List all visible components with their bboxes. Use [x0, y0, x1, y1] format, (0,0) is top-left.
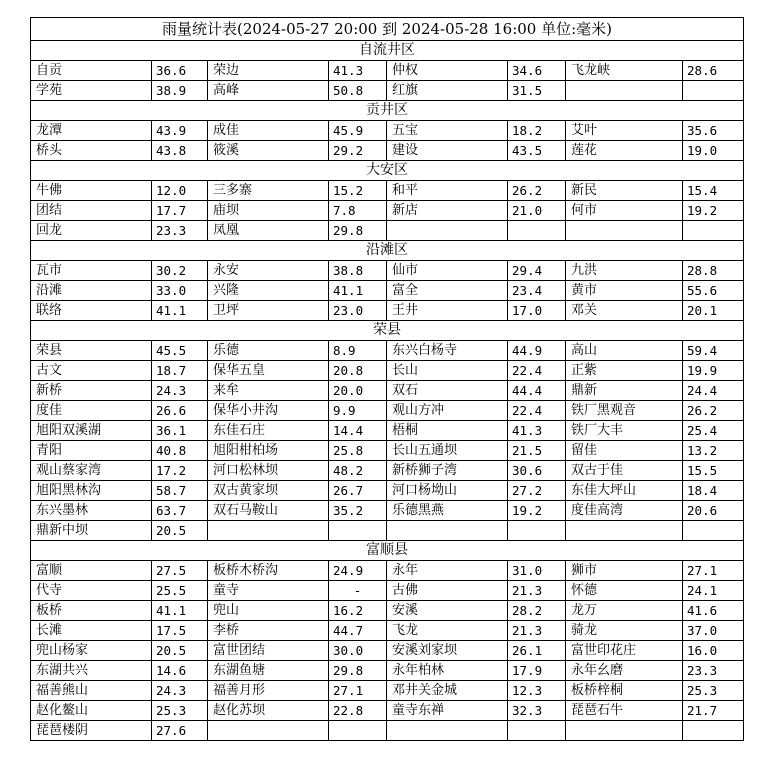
rainfall-value: 41.3 [508, 421, 566, 441]
station-name: 卫坪 [208, 301, 329, 321]
rainfall-value: 30.2 [152, 261, 208, 281]
rainfall-value: 59.4 [683, 341, 744, 361]
table-row [31, 341, 744, 361]
rainfall-value: 19.2 [508, 501, 566, 521]
rainfall-value: 36.6 [152, 61, 208, 81]
rainfall-value [508, 521, 566, 541]
station-name: 富全 [387, 281, 508, 301]
rainfall-value: 28.6 [683, 61, 744, 81]
rainfall-table [30, 17, 744, 741]
rainfall-value: 35.6 [683, 121, 744, 141]
station-name: 仲权 [387, 61, 508, 81]
station-name: 鼎新 [566, 381, 683, 401]
rainfall-value: 26.2 [683, 401, 744, 421]
rainfall-value: 22.4 [508, 361, 566, 381]
rainfall-value: 38.8 [329, 261, 387, 281]
rainfall-value: 30.0 [329, 641, 387, 661]
section-header-row [31, 321, 744, 341]
rainfall-value: 27.5 [152, 561, 208, 581]
station-name: 红旗 [387, 81, 508, 101]
table-row [31, 121, 744, 141]
station-name: 童寺 [208, 581, 329, 601]
station-name: 乐德黑燕 [387, 501, 508, 521]
station-name: 铁厂黑观音 [566, 401, 683, 421]
table-row [31, 81, 744, 101]
rainfall-value: 33.0 [152, 281, 208, 301]
rainfall-value: 26.6 [152, 401, 208, 421]
station-name: 三多寨 [208, 181, 329, 201]
station-name: 河口松林坝 [208, 461, 329, 481]
rainfall-value: 16.0 [683, 641, 744, 661]
station-name: 筱溪 [208, 141, 329, 161]
table-row [31, 221, 744, 241]
rainfall-value: 25.3 [152, 701, 208, 721]
rainfall-value: 15.2 [329, 181, 387, 201]
section-title: 自流井区 [31, 41, 744, 61]
station-name: 保华五皇 [208, 361, 329, 381]
station-name: 双古黄家坝 [208, 481, 329, 501]
station-name: 琵琶石牛 [566, 701, 683, 721]
station-name: 邓井关金城 [387, 681, 508, 701]
table-row [31, 201, 744, 221]
rainfall-value [683, 721, 744, 741]
station-name: 仙市 [387, 261, 508, 281]
station-name: 赵化鳌山 [31, 701, 152, 721]
station-name: 永年 [387, 561, 508, 581]
station-name: 富世团结 [208, 641, 329, 661]
rainfall-value: 41.6 [683, 601, 744, 621]
section-title: 贡井区 [31, 101, 744, 121]
station-name: 新店 [387, 201, 508, 221]
rainfall-value: 16.2 [329, 601, 387, 621]
table-row [31, 401, 744, 421]
station-name [566, 81, 683, 101]
rainfall-value: 43.8 [152, 141, 208, 161]
station-name: 新桥狮子湾 [387, 461, 508, 481]
rainfall-value: 24.4 [683, 381, 744, 401]
rainfall-value: 20.5 [152, 641, 208, 661]
rainfall-value: 13.2 [683, 441, 744, 461]
rainfall-value: 17.0 [508, 301, 566, 321]
rainfall-value: - [329, 581, 387, 601]
station-name: 建设 [387, 141, 508, 161]
station-name: 青阳 [31, 441, 152, 461]
station-name: 东佳石庄 [208, 421, 329, 441]
rainfall-value: 44.7 [329, 621, 387, 641]
rainfall-value: 29.8 [329, 661, 387, 681]
rainfall-value: 35.2 [329, 501, 387, 521]
table-row [31, 581, 744, 601]
rainfall-value: 19.2 [683, 201, 744, 221]
rainfall-value: 12.0 [152, 181, 208, 201]
table-row [31, 521, 744, 541]
station-name: 王井 [387, 301, 508, 321]
station-name: 何市 [566, 201, 683, 221]
station-name: 龙万 [566, 601, 683, 621]
rainfall-statistics-sheet [30, 17, 743, 741]
rainfall-value: 20.0 [329, 381, 387, 401]
table-row [31, 301, 744, 321]
station-name: 荣边 [208, 61, 329, 81]
station-name: 永年柏林 [387, 661, 508, 681]
station-name: 福善月形 [208, 681, 329, 701]
station-name [566, 521, 683, 541]
station-name: 艾叶 [566, 121, 683, 141]
rainfall-value [683, 81, 744, 101]
station-name: 旭阳黑林沟 [31, 481, 152, 501]
station-name: 狮市 [566, 561, 683, 581]
station-name: 莲花 [566, 141, 683, 161]
station-name: 留佳 [566, 441, 683, 461]
rainfall-value [683, 521, 744, 541]
station-name: 兴隆 [208, 281, 329, 301]
station-name: 兜山 [208, 601, 329, 621]
rainfall-value: 18.2 [508, 121, 566, 141]
section-title: 大安区 [31, 161, 744, 181]
rainfall-value: 41.1 [329, 281, 387, 301]
station-name: 东兴墨林 [31, 501, 152, 521]
station-name: 成佳 [208, 121, 329, 141]
station-name [387, 521, 508, 541]
station-name: 荣县 [31, 341, 152, 361]
table-row [31, 681, 744, 701]
station-name: 联络 [31, 301, 152, 321]
station-name: 学苑 [31, 81, 152, 101]
station-name: 富顺 [31, 561, 152, 581]
section-header-row [31, 161, 744, 181]
table-row [31, 261, 744, 281]
rainfall-value: 24.1 [683, 581, 744, 601]
station-name: 怀德 [566, 581, 683, 601]
rainfall-value: 21.7 [683, 701, 744, 721]
station-name: 长山五通坝 [387, 441, 508, 461]
rainfall-value: 28.8 [683, 261, 744, 281]
rainfall-value: 40.8 [152, 441, 208, 461]
station-name: 长山 [387, 361, 508, 381]
station-name: 正紫 [566, 361, 683, 381]
section-header-row [31, 241, 744, 261]
rainfall-value: 24.3 [152, 381, 208, 401]
section-title: 富顺县 [31, 541, 744, 561]
station-name: 东兴白杨寺 [387, 341, 508, 361]
table-row [31, 141, 744, 161]
station-name: 龙潭 [31, 121, 152, 141]
station-name: 东湖鱼塘 [208, 661, 329, 681]
station-name: 黄市 [566, 281, 683, 301]
station-name: 福善熊山 [31, 681, 152, 701]
station-name: 安溪 [387, 601, 508, 621]
table-row [31, 501, 744, 521]
station-name: 古文 [31, 361, 152, 381]
rainfall-value: 14.6 [152, 661, 208, 681]
rainfall-value: 55.6 [683, 281, 744, 301]
rainfall-value: 43.5 [508, 141, 566, 161]
rainfall-value: 21.3 [508, 621, 566, 641]
rainfall-value: 22.4 [508, 401, 566, 421]
station-name: 回龙 [31, 221, 152, 241]
rainfall-value: 26.7 [329, 481, 387, 501]
rainfall-value: 17.9 [508, 661, 566, 681]
station-name [566, 221, 683, 241]
station-name: 团结 [31, 201, 152, 221]
table-row [31, 621, 744, 641]
station-name: 来牟 [208, 381, 329, 401]
rainfall-value: 29.2 [329, 141, 387, 161]
rainfall-value: 25.8 [329, 441, 387, 461]
rainfall-value: 27.2 [508, 481, 566, 501]
station-name: 长滩 [31, 621, 152, 641]
station-name: 新民 [566, 181, 683, 201]
station-name: 古佛 [387, 581, 508, 601]
station-name: 骑龙 [566, 621, 683, 641]
rainfall-value: 20.6 [683, 501, 744, 521]
rainfall-value: 25.5 [152, 581, 208, 601]
rainfall-value: 31.0 [508, 561, 566, 581]
rainfall-value: 18.7 [152, 361, 208, 381]
rainfall-value: 26.1 [508, 641, 566, 661]
rainfall-value: 20.1 [683, 301, 744, 321]
rainfall-value: 45.5 [152, 341, 208, 361]
rainfall-value: 23.3 [152, 221, 208, 241]
rainfall-value: 27.1 [329, 681, 387, 701]
rainfall-value: 28.2 [508, 601, 566, 621]
station-name [208, 521, 329, 541]
station-name: 飞龙峡 [566, 61, 683, 81]
rainfall-value: 8.9 [329, 341, 387, 361]
table-row [31, 181, 744, 201]
rainfall-value: 58.7 [152, 481, 208, 501]
station-name [387, 221, 508, 241]
station-name: 五宝 [387, 121, 508, 141]
station-name [208, 721, 329, 741]
station-name: 东湖共兴 [31, 661, 152, 681]
rainfall-value: 29.4 [508, 261, 566, 281]
section-title: 沿滩区 [31, 241, 744, 261]
rainfall-value: 29.8 [329, 221, 387, 241]
station-name: 和平 [387, 181, 508, 201]
rainfall-value: 50.8 [329, 81, 387, 101]
rainfall-value: 27.6 [152, 721, 208, 741]
table-row [31, 601, 744, 621]
station-name: 沿滩 [31, 281, 152, 301]
rainfall-value: 25.4 [683, 421, 744, 441]
rainfall-value: 19.9 [683, 361, 744, 381]
station-name: 飞龙 [387, 621, 508, 641]
table-row [31, 281, 744, 301]
section-title: 荣县 [31, 321, 744, 341]
station-name: 梧桐 [387, 421, 508, 441]
rainfall-value: 25.3 [683, 681, 744, 701]
station-name: 新桥 [31, 381, 152, 401]
table-row [31, 421, 744, 441]
rainfall-value: 41.1 [152, 601, 208, 621]
station-name: 双石马鞍山 [208, 501, 329, 521]
rainfall-value: 20.8 [329, 361, 387, 381]
station-name: 牛佛 [31, 181, 152, 201]
section-header-row [31, 101, 744, 121]
table-row [31, 481, 744, 501]
rainfall-value: 15.4 [683, 181, 744, 201]
station-name: 童寺东禅 [387, 701, 508, 721]
table-row [31, 61, 744, 81]
station-name: 双古于佳 [566, 461, 683, 481]
rainfall-value [508, 221, 566, 241]
title-row [31, 18, 744, 41]
rainfall-value: 45.9 [329, 121, 387, 141]
station-name: 板桥木桥沟 [208, 561, 329, 581]
rainfall-value: 27.1 [683, 561, 744, 581]
rainfall-value: 44.4 [508, 381, 566, 401]
station-name: 旭阳双溪湖 [31, 421, 152, 441]
rainfall-value [683, 221, 744, 241]
rainfall-value: 23.0 [329, 301, 387, 321]
table-row [31, 461, 744, 481]
rainfall-value: 21.0 [508, 201, 566, 221]
rainfall-value: 15.5 [683, 461, 744, 481]
rainfall-value: 30.6 [508, 461, 566, 481]
station-name: 保华小井沟 [208, 401, 329, 421]
rainfall-value [329, 521, 387, 541]
station-name: 富世印花庄 [566, 641, 683, 661]
station-name: 乐德 [208, 341, 329, 361]
station-name: 邓关 [566, 301, 683, 321]
station-name: 代寺 [31, 581, 152, 601]
rainfall-value: 43.9 [152, 121, 208, 141]
rainfall-value: 23.4 [508, 281, 566, 301]
station-name: 双石 [387, 381, 508, 401]
rainfall-value: 41.1 [152, 301, 208, 321]
table-row [31, 361, 744, 381]
station-name: 凤凰 [208, 221, 329, 241]
table-row [31, 381, 744, 401]
station-name: 观山方冲 [387, 401, 508, 421]
rainfall-value: 20.5 [152, 521, 208, 541]
station-name: 兜山杨家 [31, 641, 152, 661]
table-row [31, 661, 744, 681]
station-name: 琵琶楼阴 [31, 721, 152, 741]
table-row [31, 641, 744, 661]
station-name: 桥头 [31, 141, 152, 161]
station-name: 观山蔡家湾 [31, 461, 152, 481]
rainfall-value: 48.2 [329, 461, 387, 481]
rainfall-value: 36.1 [152, 421, 208, 441]
rainfall-value: 17.2 [152, 461, 208, 481]
rainfall-value: 38.9 [152, 81, 208, 101]
station-name: 河口杨坳山 [387, 481, 508, 501]
rainfall-value: 17.5 [152, 621, 208, 641]
rainfall-value: 32.3 [508, 701, 566, 721]
rainfall-value: 24.3 [152, 681, 208, 701]
section-header-row [31, 541, 744, 561]
station-name: 旭阳柑柏场 [208, 441, 329, 461]
station-name: 度佳高湾 [566, 501, 683, 521]
rainfall-value [508, 721, 566, 741]
rainfall-value: 21.5 [508, 441, 566, 461]
rainfall-value: 23.3 [683, 661, 744, 681]
rainfall-value: 18.4 [683, 481, 744, 501]
station-name: 永安 [208, 261, 329, 281]
station-name: 永年幺磨 [566, 661, 683, 681]
station-name: 赵化苏坝 [208, 701, 329, 721]
station-name: 九洪 [566, 261, 683, 281]
rainfall-value: 37.0 [683, 621, 744, 641]
rainfall-value: 41.3 [329, 61, 387, 81]
station-name: 瓦市 [31, 261, 152, 281]
station-name [566, 721, 683, 741]
rainfall-value: 17.7 [152, 201, 208, 221]
rainfall-value: 44.9 [508, 341, 566, 361]
rainfall-value: 34.6 [508, 61, 566, 81]
rainfall-value: 19.0 [683, 141, 744, 161]
table-row [31, 721, 744, 741]
station-name: 高峰 [208, 81, 329, 101]
station-name: 板桥梓桐 [566, 681, 683, 701]
rainfall-value: 12.3 [508, 681, 566, 701]
station-name: 板桥 [31, 601, 152, 621]
rainfall-value: 14.4 [329, 421, 387, 441]
rainfall-value: 9.9 [329, 401, 387, 421]
table-title: 雨量统计表(2024-05-27 20:00 到 2024-05-28 16:00 单位:毫米) [31, 18, 744, 41]
rainfall-value: 7.8 [329, 201, 387, 221]
station-name: 度佳 [31, 401, 152, 421]
table-row [31, 701, 744, 721]
station-name [387, 721, 508, 741]
station-name: 东佳大坪山 [566, 481, 683, 501]
rainfall-value: 26.2 [508, 181, 566, 201]
rainfall-value: 31.5 [508, 81, 566, 101]
rainfall-value: 22.8 [329, 701, 387, 721]
station-name: 高山 [566, 341, 683, 361]
rainfall-value: 21.3 [508, 581, 566, 601]
station-name: 庙坝 [208, 201, 329, 221]
rainfall-value: 63.7 [152, 501, 208, 521]
station-name: 铁厂大丰 [566, 421, 683, 441]
section-header-row [31, 41, 744, 61]
table-row [31, 441, 744, 461]
station-name: 自贡 [31, 61, 152, 81]
rainfall-value [329, 721, 387, 741]
rainfall-value: 24.9 [329, 561, 387, 581]
station-name: 安溪刘家坝 [387, 641, 508, 661]
station-name: 李桥 [208, 621, 329, 641]
station-name: 鼎新中坝 [31, 521, 152, 541]
table-row [31, 561, 744, 581]
